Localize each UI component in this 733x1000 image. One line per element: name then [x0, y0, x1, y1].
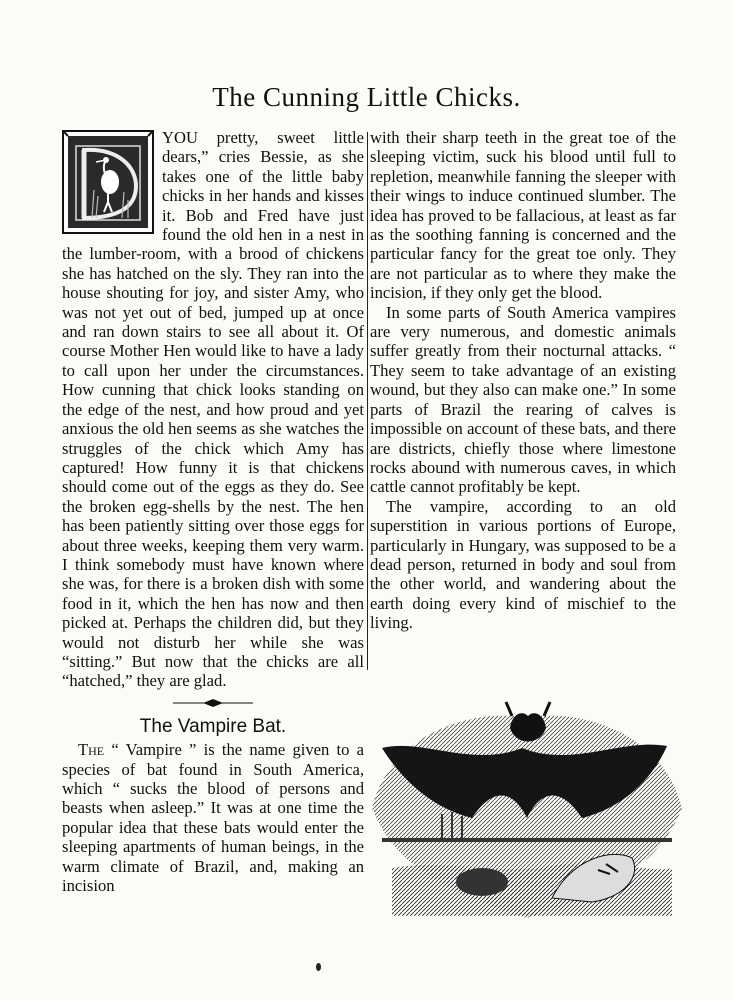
- page-title: The Cunning Little Chicks.: [212, 82, 521, 112]
- vampire-bat-illustration: [362, 688, 692, 928]
- vampire-lead-word: The: [78, 740, 105, 760]
- vampire-paragraph-1: [62, 740, 364, 895]
- vampire-paragraph-1-continued: with their sharp teeth in the great toe of the sleeping victim, suck his blood until full to repletion, meanwhile fanning the sleeper with their wings to induce continued slumber. The idea has proved to be fallacious, at least as far as the soothing fanning is concerned and the particular fancy for the great toe only. They are not particular as to where they make the incision, if they only get the blood.: [370, 128, 676, 303]
- vampire-heading: The Vampire Bat.: [139, 715, 287, 737]
- vampire-paragraph-3: The vampire, according to an old superstition in various portions of Europe, particularly in Hungary, was supposed to be a dead person, returned in body and soul from the other world, and wandering about the earth doing every kind of mischief to the living.: [370, 496, 676, 633]
- section-divider-icon: [173, 699, 253, 707]
- vampire-paragraph-1-text: “ Vampire ” is the name given to a species of bat found in South America, which “ sucks the blood of persons and beasts when asleep.” It was at one time the popular idea that these bats would enter the sleeping apartments of human beings, in the warm climate of Brazil, and, making an incision: [62, 740, 364, 896]
- column-rule: [367, 132, 368, 670]
- vampire-paragraph-2: In some parts of South America vampires are very numerous, and domestic animals suffer greatly from their nocturnal attacks. “ They seem to take advantage of an existing wound, but they also can make one.” In some parts of Brazil the rearing of calves is impossible on account of these bats, and there are districts, chiefly those where limestone rocks abound with numerous caves, in which cattle cannot profitably be kept.: [370, 302, 676, 497]
- chicks-paragraph: YOU pretty, sweet little dears,” cries Bessie, as she takes one of the little baby chicks in her hands and kisses it. Bob and Fred have just found the old hen in a nest in the lumber-room, with a brood of chickens she has hatched on the sly. They ran into the house shouting for joy, and sister Amy, who was not yet out of bed, jumped up at once and ran down stairs to see all about it. Of course Mother Hen would like to have a lady to call upon her under the circumstances. How cunning that chick looks standing on the edge of the nest, and how proud and yet anxious the old hen seems as she watches the struggles of the chick which Amy has captured! How funny it is that chickens should come out of the eggs as they do. See the broken egg-shells by the nest. The hen has been patiently sitting over those eggs for about three weeks, keeping them very warm. I think somebody must have known where she was, for there is a broken dish with some food in it, which the hen has now and then picked at. Perhaps the children did, but they would not disturb her while she was “sitting.” But now that the chicks are all “hatched,” they are glad.: [62, 128, 364, 691]
- bat-engraving-icon: [362, 688, 692, 928]
- drop-cap-illustration: [62, 130, 154, 234]
- right-column: [370, 128, 676, 633]
- left-column: [62, 128, 364, 895]
- page-mark: [316, 963, 321, 971]
- drop-cap-heron-icon: [62, 130, 154, 234]
